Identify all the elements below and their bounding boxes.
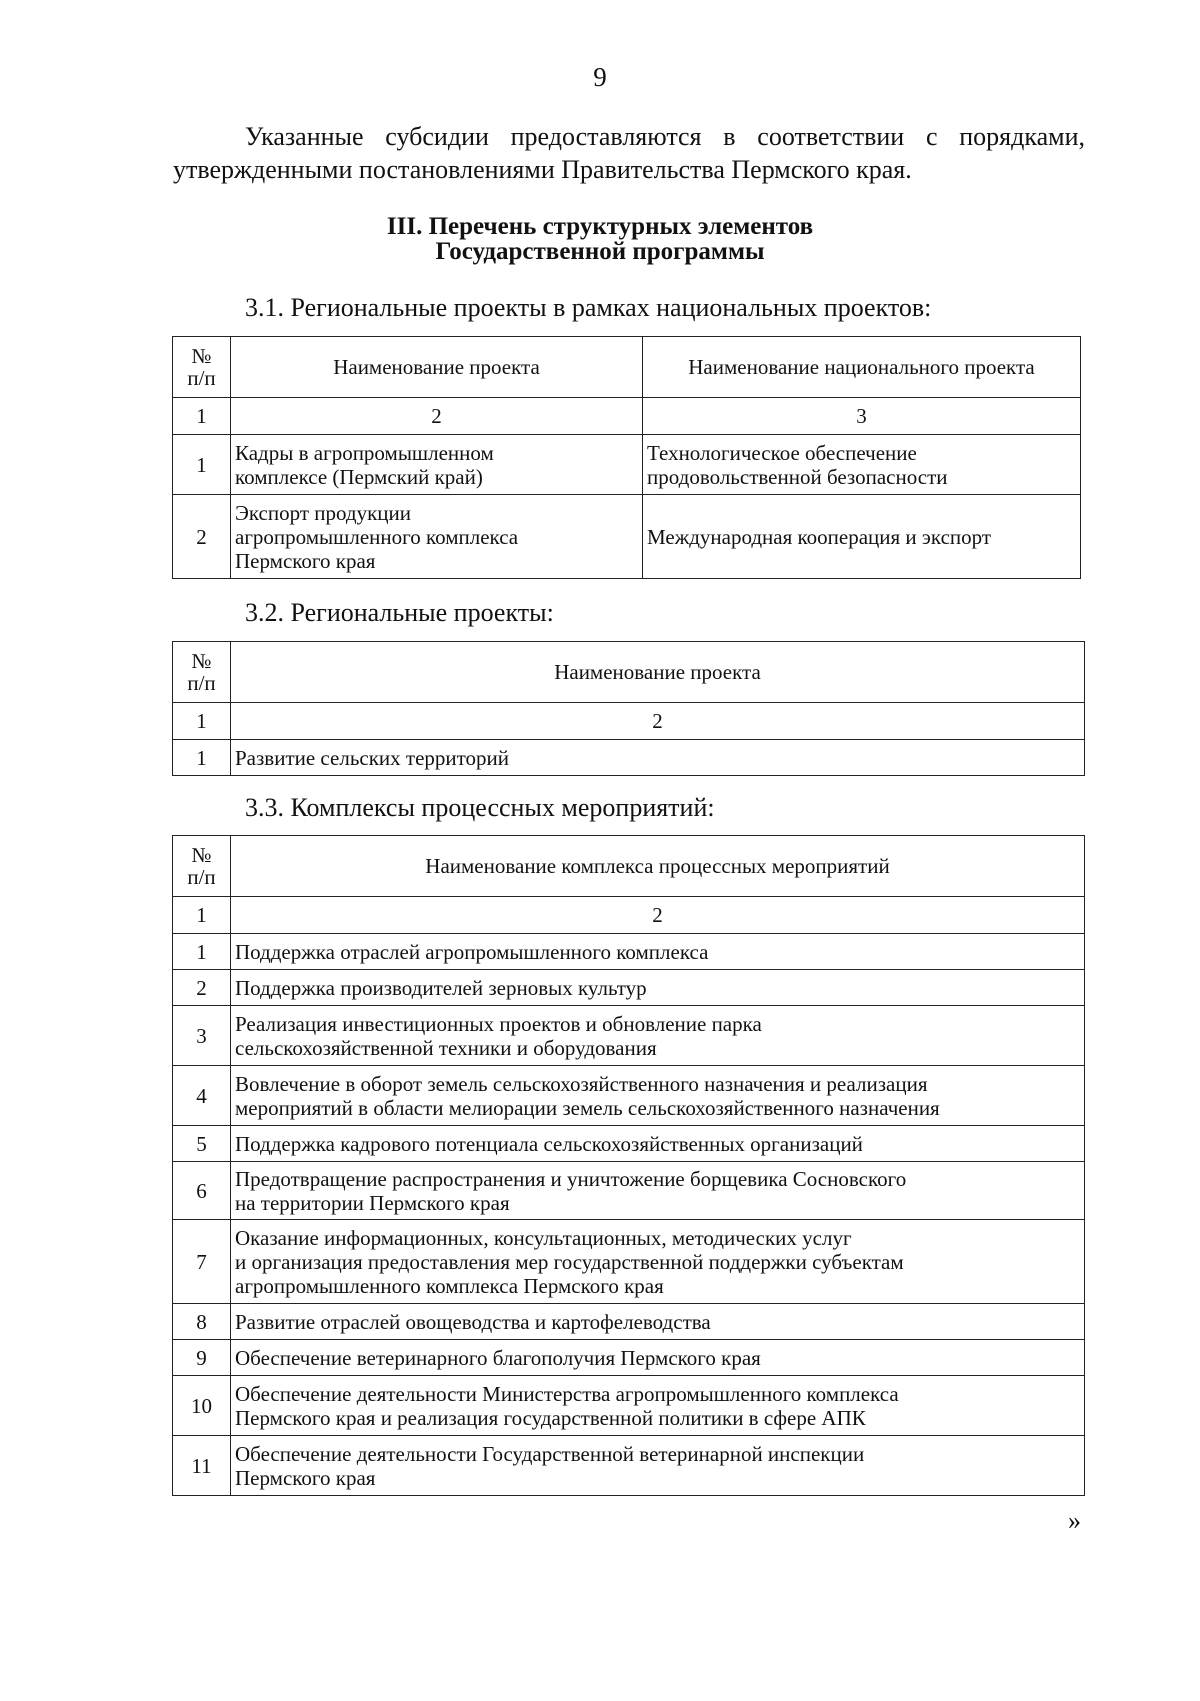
row-complex-name: Развитие отраслей овощеводства и картофелеводства	[231, 1304, 1085, 1340]
table-index-row	[173, 703, 1085, 740]
header-project-name: Наименование проекта	[231, 642, 1085, 703]
subsection-3-2-heading: 3.2. Региональные проекты:	[245, 598, 554, 627]
row-number: 10	[173, 1376, 231, 1436]
index-cell: 1	[173, 897, 231, 934]
table-row	[173, 435, 1081, 495]
row-number: 2	[173, 495, 231, 579]
row-complex-name: Обеспечение деятельности Министерства агропромышленного комплекса Пермского края и реализация государственной политики в сфере АПК	[231, 1376, 1085, 1436]
index-cell: 1	[173, 703, 231, 740]
intro-paragraph: Указанные субсидии предоставляются в соответствии с порядками, утвержденными постановлениями Правительства Пермского края.	[173, 122, 1085, 184]
row-complex-name: Обеспечение ветеринарного благополучия Пермского края	[231, 1340, 1085, 1376]
header-number-cell: № п/п	[173, 836, 231, 897]
process-complexes-table	[172, 835, 1085, 1496]
index-cell: 3	[643, 398, 1081, 435]
table-header-row	[173, 836, 1085, 897]
row-complex-name: Вовлечение в оборот земель сельскохозяйственного назначения и реализация мероприятий в области мелиорации земель сельскохозяйственного назначения	[231, 1066, 1085, 1126]
table-row	[173, 1006, 1085, 1066]
index-cell: 2	[231, 703, 1085, 740]
subsection-3-3-heading: 3.3. Комплексы процессных мероприятий:	[245, 793, 715, 822]
index-cell: 1	[173, 398, 231, 435]
table-row	[173, 1340, 1085, 1376]
header-number-cell: № п/п	[173, 642, 231, 703]
header-number-cell: № п/п	[173, 337, 231, 398]
section-title-line-1: III. Перечень структурных элементов	[386, 213, 814, 240]
table-index-row	[173, 897, 1085, 934]
row-number: 1	[173, 740, 231, 776]
table-row	[173, 1066, 1085, 1126]
header-national-project-name: Наименование национального проекта	[643, 337, 1081, 398]
row-complex-name: Обеспечение деятельности Государственной ветеринарной инспекции Пермского края	[231, 1436, 1085, 1496]
row-complex-name: Реализация инвестиционных проектов и обновление парка сельскохозяйственной техники и оборудования	[231, 1006, 1085, 1066]
index-cell: 2	[231, 398, 643, 435]
table-row	[173, 1436, 1085, 1496]
row-complex-name: Поддержка отраслей агропромышленного комплекса	[231, 934, 1085, 970]
page-number: 9	[593, 62, 607, 92]
row-number: 6	[173, 1162, 231, 1220]
row-national-project: Международная кооперация и экспорт	[643, 495, 1081, 579]
row-number: 5	[173, 1126, 231, 1162]
table-row	[173, 934, 1085, 970]
row-number: 4	[173, 1066, 231, 1126]
row-project-name: Экспорт продукции агропромышленного комплекса Пермского края	[231, 495, 643, 579]
row-number: 9	[173, 1340, 231, 1376]
section-title-line-2: Государственной программы	[435, 238, 765, 265]
table-row	[173, 1162, 1085, 1220]
table-row	[173, 1304, 1085, 1340]
index-cell: 2	[231, 897, 1085, 934]
row-complex-name: Поддержка кадрового потенциала сельскохозяйственных организаций	[231, 1126, 1085, 1162]
row-number: 3	[173, 1006, 231, 1066]
national-projects-table	[172, 336, 1081, 579]
table-row	[173, 1126, 1085, 1162]
table-row	[173, 970, 1085, 1006]
regional-projects-table	[172, 641, 1085, 776]
row-project-name: Кадры в агропромышленном комплексе (Пермский край)	[231, 435, 643, 495]
row-number: 8	[173, 1304, 231, 1340]
subsection-3-1-heading: 3.1. Региональные проекты в рамках национальных проектов:	[245, 293, 932, 322]
header-project-name: Наименование проекта	[231, 337, 643, 398]
row-complex-name: Предотвращение распространения и уничтожение борщевика Сосновского на территории Пермского края	[231, 1162, 1085, 1220]
row-number: 11	[173, 1436, 231, 1496]
table-row	[173, 1376, 1085, 1436]
table-index-row	[173, 398, 1081, 435]
section-title	[0, 214, 1200, 264]
row-complex-name: Поддержка производителей зерновых культур	[231, 970, 1085, 1006]
table-row	[173, 740, 1085, 776]
row-complex-name: Оказание информационных, консультационных, методических услуг и организация предоставления мер государственной поддержки субъектам агропромышленного комплекса Пермского края	[231, 1220, 1085, 1304]
row-number: 2	[173, 970, 231, 1006]
table-header-row	[173, 642, 1085, 703]
table-row	[173, 495, 1081, 579]
row-number: 1	[173, 934, 231, 970]
row-national-project: Технологическое обеспечение продовольственной безопасности	[643, 435, 1081, 495]
row-number: 1	[173, 435, 231, 495]
header-complex-name: Наименование комплекса процессных мероприятий	[231, 836, 1085, 897]
row-project-name: Развитие сельских территорий	[231, 740, 1085, 776]
table-header-row	[173, 337, 1081, 398]
row-number: 7	[173, 1220, 231, 1304]
closing-quote-mark: »	[1068, 1506, 1081, 1535]
table-row	[173, 1220, 1085, 1304]
